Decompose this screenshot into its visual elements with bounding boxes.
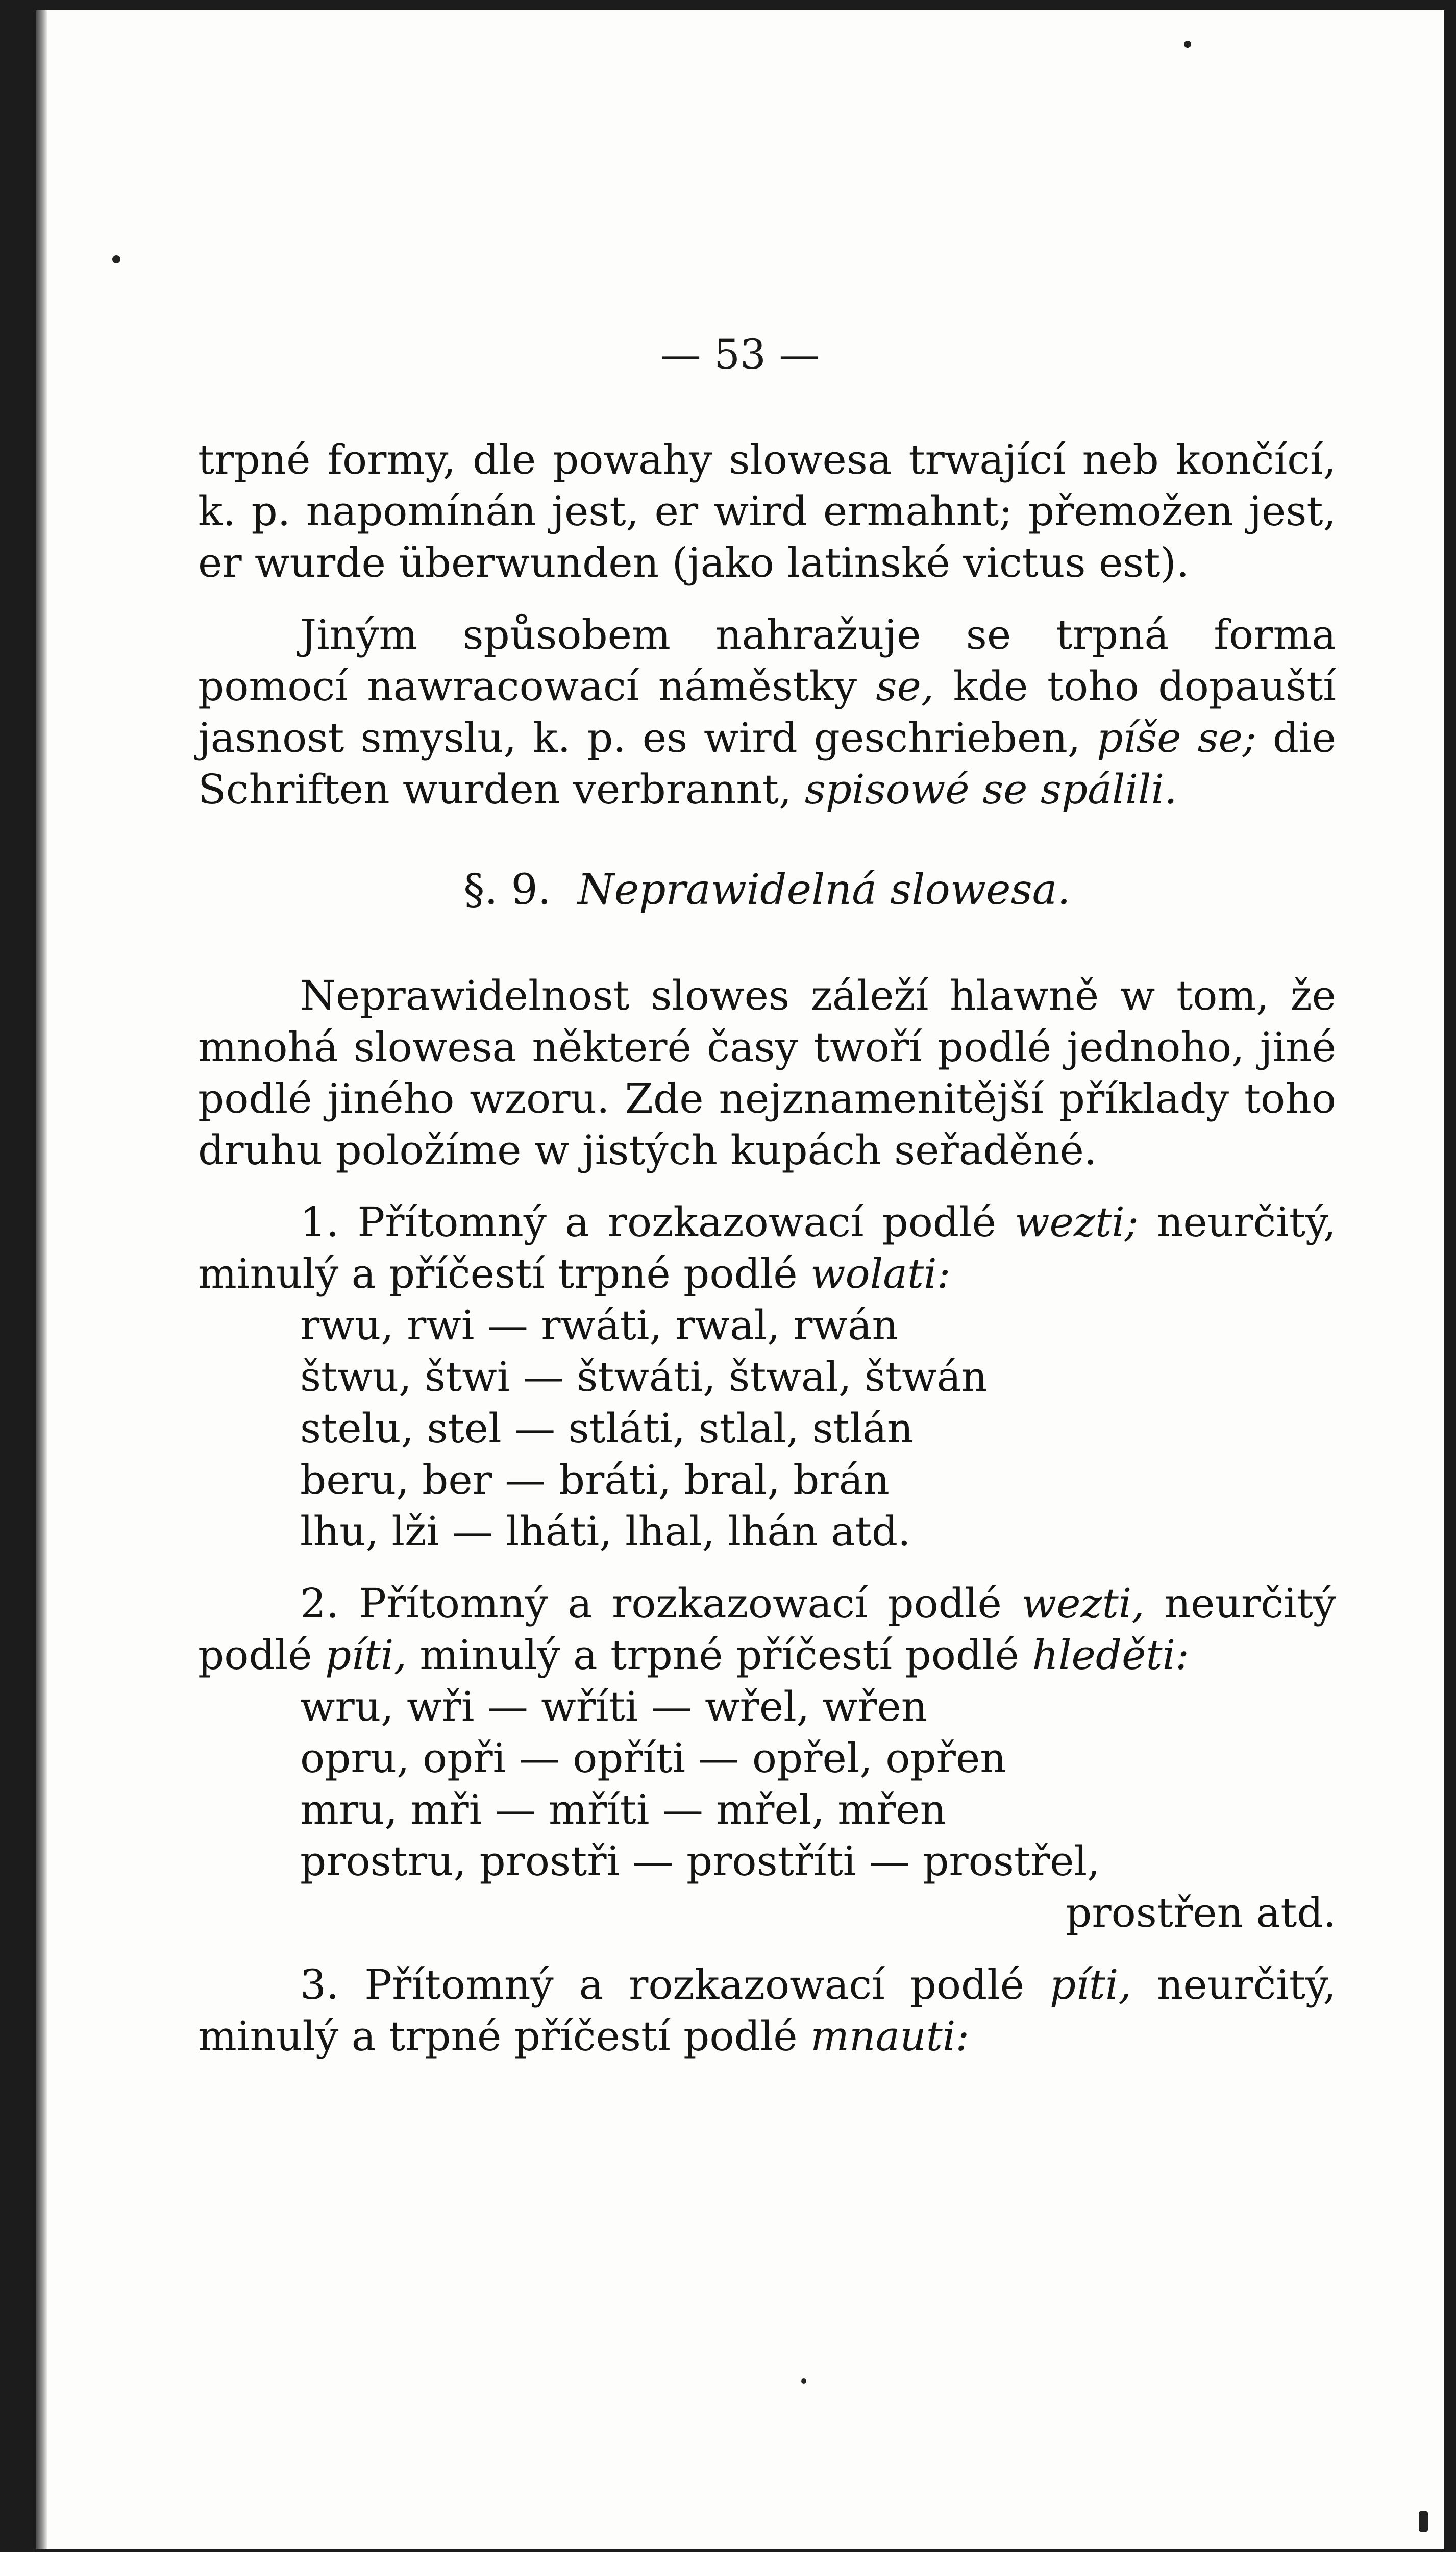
verb-form-line: stelu, stel — stláti, stlal, stlán xyxy=(300,1405,914,1452)
paragraph-irregular-intro: Neprawidelnost slowes záleží hlawně w tom, že mnohá slowesa některé časy twoří podlé jednoho, jiné podlé jiného wzoru. Zde nejznamenitější příklady toho druhu položíme w jistých kupách seřaděné. xyxy=(198,972,1336,1174)
verb-form-continuation: prostřen atd. xyxy=(1066,1889,1336,1936)
book-page xyxy=(36,10,1444,2549)
page-number: — 53 — xyxy=(660,331,820,378)
group-3-intro: 3. Přítomný a rozkazowací podlé píti, neurčitý, minulý a trpné příčestí podlé mnauti: xyxy=(198,1961,1336,2060)
page-body xyxy=(198,434,1336,2062)
scan-speck xyxy=(801,2378,806,2384)
verb-form-line: beru, ber — bráti, bral, brán xyxy=(300,1456,890,1504)
paragraph-passive-reflexive: Jiným spůsobem nahražuje se trpná forma pomocí nawracowací náměstky se, kde toho dopauští jasnost smyslu, k. p. es wird geschrieben, píše se; die Schriften wurden verbrannt, spisowé se spálili. xyxy=(198,611,1336,813)
section-title: Neprawidelná slowesa. xyxy=(577,866,1071,914)
group-2-intro: 2. Přítomný a rozkazowací podlé wezti, neurčitý podlé píti, minulý a trpné příčestí podlé hleděti: xyxy=(198,1580,1336,1679)
verb-form-line: lhu, lži — lháti, lhal, lhán atd. xyxy=(300,1508,911,1555)
verb-form-line: opru, opři — opříti — opřel, opřen xyxy=(300,1734,1006,1782)
group-1-forms xyxy=(198,1299,1336,1557)
page-spine-edge xyxy=(36,10,47,2549)
section-heading xyxy=(198,864,1336,916)
paragraph-continuation: trpné formy, dle powahy slowesa trwající neb končící, k. p. napomínán jest, er wird ermahnt; přemožen jest, er wurde überwunden (jako latinské victus est). xyxy=(198,436,1336,586)
section-number: §. 9. xyxy=(463,866,551,914)
group-1-intro: 1. Přítomný a rozkazowací podlé wezti; neurčitý, minulý a příčestí trpné podlé wolati: xyxy=(198,1198,1336,1297)
verb-form-line: prostru, prostři — prostříti — prostřel, xyxy=(300,1837,1100,1885)
verb-form-line: mru, mři — mříti — mřel, mřen xyxy=(300,1786,947,1833)
verb-form-line: štwu, štwi — štwáti, štwal, štwán xyxy=(300,1353,988,1401)
scan-speck xyxy=(112,255,120,263)
scan-speck xyxy=(1419,2511,1428,2532)
verb-form-line: wru, wři — wříti — wřel, wřen xyxy=(300,1683,928,1730)
scan-speck xyxy=(1184,41,1191,48)
verb-form-line: rwu, rwi — rwáti, rwal, rwán xyxy=(300,1302,899,1349)
group-2-forms xyxy=(198,1681,1336,1938)
